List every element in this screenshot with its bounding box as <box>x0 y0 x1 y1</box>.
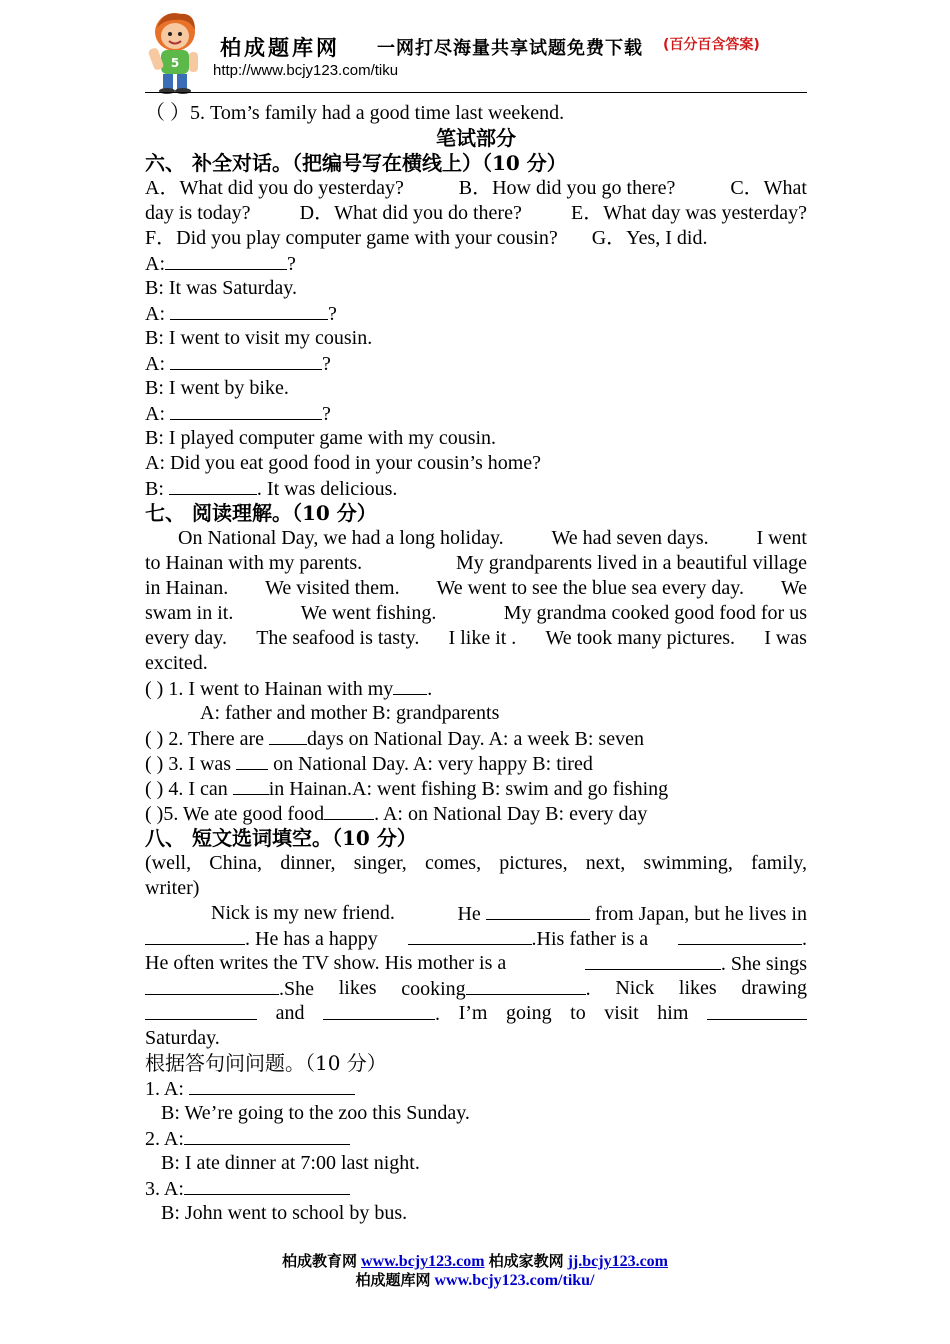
cloze-blank[interactable] <box>145 1001 257 1020</box>
cloze-text: . <box>435 1003 441 1025</box>
answer-blank[interactable] <box>233 776 269 795</box>
section-9-title: 根据答句问问题。（10 分） <box>145 1051 387 1075</box>
dialogue-line <box>145 251 807 277</box>
cloze-text: .She <box>279 978 314 1000</box>
word-bank-item: pictures, <box>499 852 568 874</box>
reading-question-1 <box>145 676 807 702</box>
cloze-line <box>145 1001 807 1027</box>
question-mark: ? <box>322 403 331 425</box>
dialogue-line: B: It was Saturday. <box>145 277 298 299</box>
option-g: G．Yes, I did. <box>591 227 708 249</box>
reading-question-2 <box>145 726 807 752</box>
passage-text: The seafood is tasty. <box>256 627 420 649</box>
passage-text: every day. <box>145 627 227 649</box>
passage-text: We took many pictures. <box>545 627 735 649</box>
passage-text: I went <box>756 527 807 549</box>
cloze-text <box>678 926 807 952</box>
site-url[interactable]: http://www.bcjy123.com/tiku <box>213 62 399 79</box>
option-d: D．What did you do there? <box>299 202 522 224</box>
speaker-label: A: <box>145 403 170 425</box>
option-e: E．What day was yesterday? <box>570 202 807 224</box>
passage-line <box>178 526 807 551</box>
option-c-end: day is today? <box>145 202 251 224</box>
reading-question-5 <box>145 801 807 827</box>
cloze-text: . <box>585 978 591 1000</box>
question-text: . <box>427 678 433 700</box>
site-title: 柏成题库网 <box>220 36 340 60</box>
question-text: in Hainan.A: went fishing B: swim and go fishing <box>268 778 669 800</box>
question-text: on National Day. A: very happy B: tired <box>268 753 593 775</box>
cloze-blank[interactable] <box>323 1001 435 1020</box>
speaker-label: A: <box>145 353 170 375</box>
footer-link[interactable]: www.bcjy123.com/tiku/ <box>434 1272 595 1289</box>
answer-badge: (百分百含答案) <box>663 37 760 53</box>
passage-line <box>145 576 807 601</box>
section-7-title: 七、 阅读理解。（10 分） <box>145 501 377 525</box>
cloze-text: likes <box>338 977 377 999</box>
dialogue-line <box>145 476 807 502</box>
dialogue-line: B: I went to visit my cousin. <box>145 327 373 349</box>
cloze-text: going <box>506 1002 552 1024</box>
passage-text: We went fishing. <box>300 602 437 624</box>
footer-line-2 <box>0 1269 950 1290</box>
question-mark: ? <box>328 303 337 325</box>
answer-blank[interactable] <box>170 401 322 420</box>
cloze-text <box>145 926 378 952</box>
cloze-text: drawing <box>741 977 807 999</box>
word-bank-item: comes, <box>425 852 482 874</box>
cloze-line <box>145 976 807 1002</box>
footer-line-1 <box>0 1250 950 1271</box>
word-bank-item: family, <box>751 852 807 874</box>
question-line <box>145 1176 807 1202</box>
cloze-text: Nick is my new friend. <box>211 902 395 924</box>
listening-item-5: （ ）5. Tom’s family had a good time last weekend. <box>145 102 565 124</box>
option-f: F．Did you play computer game with your cousin? <box>145 227 558 249</box>
passage-text: excited. <box>145 652 208 674</box>
header-divider <box>145 92 807 93</box>
answer-blank[interactable] <box>393 676 427 695</box>
cloze-blank[interactable] <box>678 926 802 945</box>
cloze-text: I’m <box>458 1002 488 1024</box>
cloze-text <box>585 951 807 977</box>
cloze-text <box>323 1001 440 1027</box>
question-mark: ? <box>322 353 331 375</box>
word-bank-line: writer) <box>145 877 200 899</box>
passage-line <box>145 601 807 626</box>
answer-blank[interactable] <box>170 301 328 320</box>
dialogue-line <box>145 351 807 377</box>
cloze-text <box>401 976 590 1002</box>
option-line <box>145 201 807 226</box>
dialogue-line <box>145 401 807 427</box>
question-text: ( ) 2. There are <box>145 728 270 750</box>
word-bank-line <box>145 851 807 876</box>
cloze-blank[interactable] <box>585 951 721 970</box>
passage-text: to Hainan with my parents. <box>145 552 363 574</box>
passage-text: My grandparents lived in a beautiful village <box>455 552 807 574</box>
cloze-text: likes <box>678 977 717 999</box>
cloze-blank[interactable] <box>707 1001 807 1020</box>
cloze-text: . She sings <box>720 953 807 975</box>
written-section-heading: 笔试部分 <box>436 126 516 150</box>
question-text: ( ) 4. I can <box>145 778 233 800</box>
answer-blank[interactable] <box>324 801 374 820</box>
footer-site-name: 柏成教育网 <box>282 1252 358 1270</box>
answer-line: B: John went to school by bus. <box>161 1202 408 1224</box>
passage-line <box>145 551 807 576</box>
cloze-text: cooking <box>401 978 466 1000</box>
speaker-label: B: <box>145 478 169 500</box>
question-text: days on National Day. A: a week B: seven <box>307 728 644 750</box>
cloze-text <box>457 901 807 927</box>
cloze-text: .His father is a <box>531 928 649 950</box>
svg-text:5: 5 <box>170 56 180 70</box>
answer-line: B: We’re going to the zoo this Sunday. <box>161 1102 470 1124</box>
word-bank-item: dinner, <box>280 852 336 874</box>
cloze-text: He often writes the TV show. His mother is a <box>145 952 507 974</box>
passage-text: in Hainan. <box>145 577 229 599</box>
option-line <box>145 176 807 201</box>
cloze-line: Saturday. <box>145 1027 220 1049</box>
question-text: ( ) 1. I went to Hainan with my <box>145 678 394 700</box>
dialogue-line: B: I went by bike. <box>145 377 289 399</box>
page-header <box>145 8 807 94</box>
passage-text: We visited them. <box>265 577 400 599</box>
passage-text: I was <box>764 627 807 649</box>
cloze-line <box>211 901 807 927</box>
question-line <box>145 1126 807 1152</box>
answer-blank[interactable] <box>170 351 322 370</box>
option-a: A．What did you do yesterday? <box>145 177 404 199</box>
site-slogan: 一网打尽海量共享试题免费下载 <box>377 38 643 59</box>
question-text: . A: on National Day B: every day <box>374 803 648 825</box>
answer-blank[interactable] <box>189 1076 355 1095</box>
passage-text: We had seven days. <box>551 527 709 549</box>
cloze-text: and <box>275 1002 305 1024</box>
question-text: ( ) 3. I was <box>145 753 237 775</box>
passage-text: My grandma cooked good food for us <box>503 602 807 624</box>
cloze-text: . <box>802 928 807 950</box>
passage-text: On National Day, we had a long holiday. <box>178 527 504 549</box>
dialogue-text: . It was delicious. <box>256 478 398 500</box>
answer-line: B: I ate dinner at 7:00 last night. <box>161 1152 420 1174</box>
question-mark: ? <box>287 253 296 275</box>
answer-blank[interactable] <box>269 726 307 745</box>
passage-text: I like it . <box>448 627 517 649</box>
cloze-text: He <box>457 903 481 925</box>
cloze-text: . He has a happy <box>245 928 378 950</box>
footer-link[interactable]: www.bcjy123.com <box>361 1253 485 1270</box>
question-text: ( )5. We ate good food <box>145 803 325 825</box>
reading-question-1-options: A: father and mother B: grandparents <box>200 702 500 724</box>
cloze-line <box>145 951 807 977</box>
question-label: 2. A: <box>145 1128 184 1150</box>
option-c-start: C．What <box>730 177 807 199</box>
section-8-title: 八、 短文选词填空。（10 分） <box>145 826 417 850</box>
answer-blank[interactable] <box>165 251 287 270</box>
footer-site-name: 柏成家教网 <box>488 1252 564 1270</box>
question-line <box>145 1076 807 1102</box>
dialogue-line <box>145 301 807 327</box>
section-6-title: 六、 补全对话。（把编号写在横线上）（10 分） <box>145 151 567 175</box>
passage-line <box>145 651 807 676</box>
passage-line <box>145 626 807 651</box>
cloze-text: Nick <box>615 977 655 999</box>
cloze-blank[interactable] <box>408 926 532 945</box>
word-bank-item: (well, <box>145 852 192 874</box>
cloze-line <box>145 926 807 952</box>
option-line <box>145 226 807 251</box>
footer-link[interactable]: jj.bcjy123.com <box>567 1253 668 1270</box>
question-label: 1. A: <box>145 1078 189 1100</box>
answer-blank[interactable] <box>184 1126 350 1145</box>
option-b: B．How did you go there? <box>458 177 676 199</box>
cloze-blank[interactable] <box>145 976 279 995</box>
cloze-text: from Japan, but he lives in <box>594 903 807 925</box>
reading-question-3 <box>145 751 807 777</box>
cloze-text: to <box>570 1002 586 1024</box>
word-bank-item: swimming, <box>643 852 733 874</box>
answer-blank[interactable] <box>236 751 268 770</box>
speaker-label: A: <box>145 253 165 275</box>
word-bank-item: China, <box>209 852 263 874</box>
passage-text: We <box>780 577 807 599</box>
reading-question-4 <box>145 776 807 802</box>
cloze-blank[interactable] <box>486 901 590 920</box>
cloze-text: him <box>657 1002 689 1024</box>
cloze-blank[interactable] <box>466 976 586 995</box>
cloze-blank[interactable] <box>145 926 245 945</box>
question-label: 3. A: <box>145 1178 184 1200</box>
answer-blank[interactable] <box>184 1176 350 1195</box>
passage-text: We went to see the blue sea every day. <box>436 577 744 599</box>
footer-site-name: 柏成题库网 <box>355 1271 431 1289</box>
word-bank-item: singer, <box>353 852 407 874</box>
speaker-label: A: <box>145 303 170 325</box>
cloze-text: visit <box>604 1002 639 1024</box>
passage-text: swam in it. <box>145 602 234 624</box>
word-bank-item: next, <box>585 852 626 874</box>
dialogue-line: B: I played computer game with my cousin. <box>145 427 497 449</box>
dialogue-line: A: Did you eat good food in your cousin’s home? <box>145 452 542 474</box>
cloze-text <box>145 976 314 1002</box>
cloze-text <box>408 926 649 952</box>
answer-blank[interactable] <box>169 476 257 495</box>
mascot-logo-icon <box>145 8 207 94</box>
